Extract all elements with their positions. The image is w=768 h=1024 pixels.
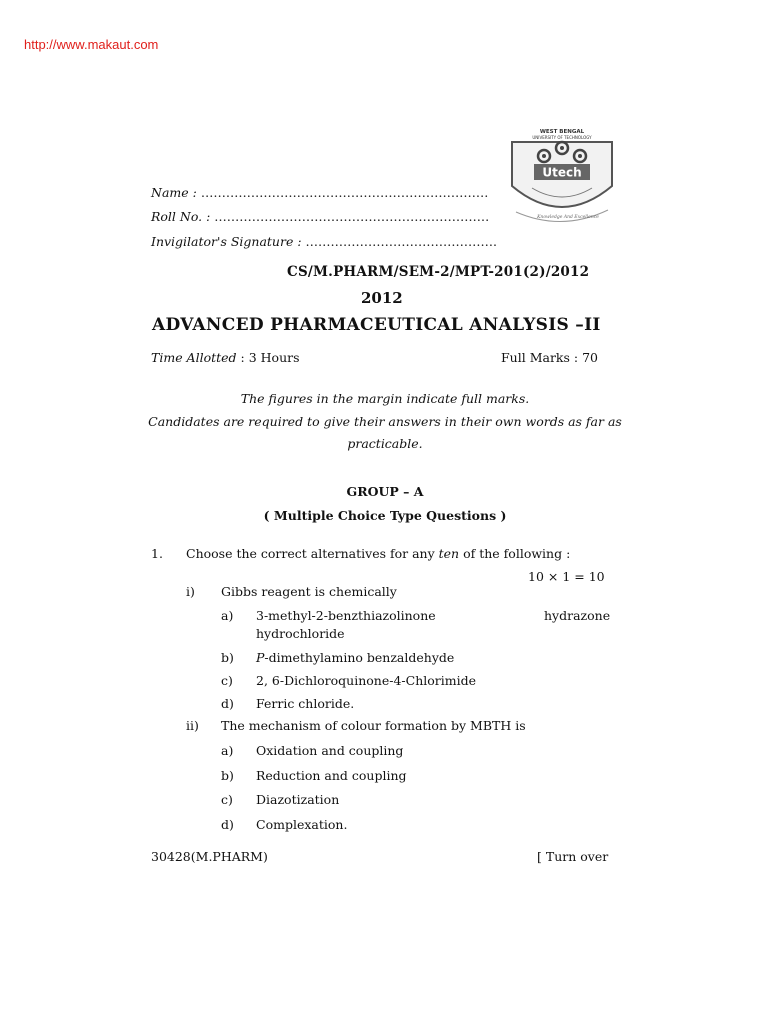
option-text-rest: -dimethylamino benzaldehyde <box>264 650 455 665</box>
option-text-right: hydrazone <box>544 608 611 623</box>
paper-year: 2012 <box>361 289 403 307</box>
instruction-own-words: Candidates are required to give their answers in their own words as far as practicable. <box>148 414 622 451</box>
time-allotted-value: : 3 Hours <box>240 350 300 365</box>
instruction-marks: The figures in the margin indicate full marks. <box>240 391 530 406</box>
header-url-link[interactable]: http://www.makaut.com <box>24 37 159 52</box>
option-text: Ferric chloride. <box>256 696 355 711</box>
question-text-pre: Choose the correct alternatives for any <box>186 546 435 561</box>
subquestion-stem: The mechanism of colour formation by MBTH is <box>221 718 526 733</box>
invigilator-signature-field[interactable] <box>151 234 497 249</box>
option-text: Oxidation and coupling <box>256 743 404 758</box>
option-label: c) <box>221 673 233 688</box>
roll-no-field[interactable] <box>151 209 489 224</box>
option-label: b) <box>221 650 234 665</box>
roll-no-label: Roll No. : <box>151 209 211 224</box>
turn-over: [ Turn over <box>537 849 609 864</box>
logo-name: Utech <box>542 165 582 180</box>
paper-code: CS/M.PHARM/SEM-2/MPT-201(2)/2012 <box>287 264 590 280</box>
option-text: Complexation. <box>256 817 348 832</box>
question-text-emphasis: ten <box>438 546 460 561</box>
option-label: d) <box>221 817 234 832</box>
paper-title: ADVANCED PHARMACEUTICAL ANALYSIS –II <box>152 315 601 335</box>
name-field[interactable] <box>151 185 488 200</box>
name-label: Name : <box>151 185 197 200</box>
invigilator-signature-label: Invigilator's Signature : <box>151 234 302 249</box>
invigilator-signature-dots: ………………………………………. <box>305 234 498 249</box>
question-number: 1. <box>151 546 163 561</box>
footer-code: 30428(M.PHARM) <box>151 849 268 864</box>
subquestion-stem: Gibbs reagent is chemically <box>221 584 397 599</box>
option-label: d) <box>221 696 234 711</box>
university-crest-icon <box>508 128 616 230</box>
subquestion-number: i) <box>186 584 195 599</box>
time-allotted <box>151 350 300 365</box>
option-label: a) <box>221 608 234 623</box>
logo-sub-text: UNIVERSITY OF TECHNOLOGY <box>532 135 592 140</box>
option-text: 3-methyl-2-benzthiazolinone <box>256 608 436 623</box>
group-heading: GROUP – A <box>346 484 424 499</box>
option-text-continued: hydrochloride <box>256 626 345 641</box>
option-text: Diazotization <box>256 792 340 807</box>
name-dots: …………………………………………………………… <box>200 185 489 200</box>
logo-top-text: WEST BENGAL <box>539 129 585 135</box>
question-text <box>186 546 570 561</box>
option-text: 2, 6-Dichloroquinone-4-Chlorimide <box>256 673 477 688</box>
option-text <box>256 650 454 665</box>
question-marks: 10 × 1 = 10 <box>528 569 605 584</box>
logo-motto: Knowledge And Excellence <box>537 215 599 220</box>
option-label: c) <box>221 792 233 807</box>
group-subtitle: ( Multiple Choice Type Questions ) <box>263 508 507 523</box>
option-label: a) <box>221 743 234 758</box>
time-allotted-label: Time Allotted <box>151 350 237 365</box>
roll-no-dots: ………………………………………………………… <box>214 209 490 224</box>
option-label: b) <box>221 768 234 783</box>
full-marks: Full Marks : 70 <box>501 350 598 365</box>
option-text-italic-prefix: P <box>256 650 265 665</box>
option-text: Reduction and coupling <box>256 768 407 783</box>
subquestion-number: ii) <box>186 718 199 733</box>
question-text-post: of the following : <box>463 546 571 561</box>
